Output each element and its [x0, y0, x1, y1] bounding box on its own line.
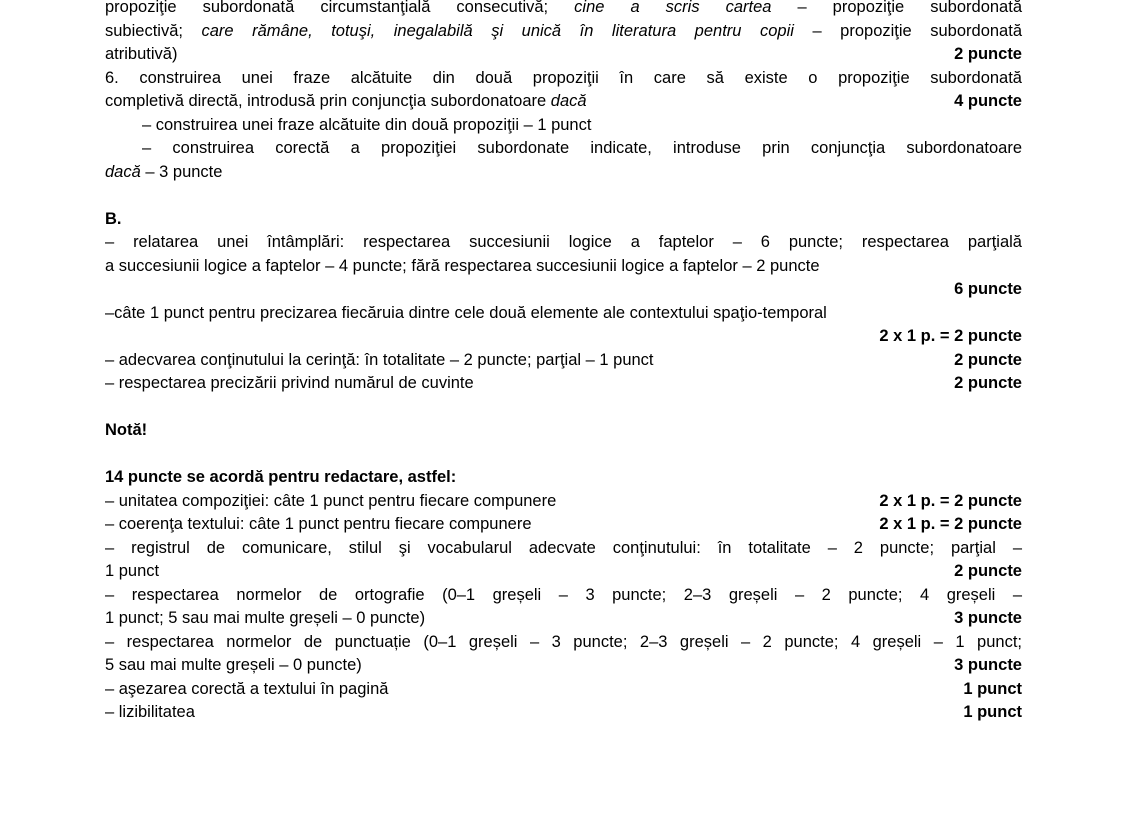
points-value: 2 x 1 p. = 2 puncte [879, 515, 1022, 533]
points-value: 1 punct [963, 679, 1022, 698]
points-value: 2 puncte [954, 374, 1022, 392]
blank-line [105, 184, 1022, 208]
text-segment: – coerenţa textului: câte 1 punct pentru fiecare compunere [105, 515, 532, 533]
text-line [105, 43, 1022, 67]
text-segment: – respectarea normelor de punctuație (0–1 greșeli – 3 puncte; 2–3 greșeli – 2 puncte; 4 greșeli – 1 punct; [105, 632, 1022, 651]
text-line [105, 584, 1022, 608]
text-line [105, 701, 1022, 725]
text-segment: – adecvarea conţinutului la cerinţă: în totalitate – 2 puncte; parţial – 1 punct [105, 350, 654, 369]
text-segment: – propoziţie subordonată [771, 0, 1022, 16]
text-line [105, 137, 1022, 161]
text-line [105, 490, 1022, 514]
text-segment: – relatarea unei întâmplări: respectarea succesiunii logice a faptelor – 6 puncte; respectarea parţială [105, 233, 1022, 251]
text-line [105, 678, 1022, 702]
text-line [105, 349, 1022, 373]
text-segment: propoziţie subordonată circumstanţială consecutivă; [105, 0, 575, 16]
text-segment: – 3 puncte [140, 162, 223, 181]
text-line [105, 90, 1022, 114]
text-line [105, 114, 1022, 138]
text-segment: – construirea corectă a propoziţiei subordonate indicate, introduse prin conjuncţia subordonatoare [142, 139, 1022, 157]
text-segment: – respectarea precizării privind numărul de cuvinte [105, 374, 474, 392]
text-segment: 14 puncte se acordă pentru redactare, astfel: [105, 468, 457, 486]
italic-text-segment: cine a scris cartea [574, 0, 772, 16]
italic-text-segment: dacă [105, 162, 141, 181]
text-line [105, 67, 1022, 91]
italic-text-segment: care rămâne, totuşi, inegalabilă şi unică în literatura pentru copii [201, 21, 794, 40]
blank-line [105, 396, 1022, 420]
text-segment: 1 punct [105, 562, 160, 580]
italic-text-segment: dacă [550, 92, 587, 110]
points-value: 2 puncte [954, 562, 1022, 580]
text-line [105, 513, 1022, 537]
text-segment: B. [105, 209, 122, 228]
text-line [105, 0, 1022, 20]
text-segment: a succesiunii logice a faptelor – 4 puncte; fără respectarea succesiunii logice a faptelor – 2 puncte [105, 256, 820, 275]
text-content [105, 0, 1022, 725]
text-line [105, 278, 1022, 302]
text-segment: – lizibilitatea [105, 703, 195, 721]
text-line [105, 560, 1022, 584]
text-segment: atributivă) [105, 45, 178, 63]
text-segment: – aşezarea corectă a textului în pagină [105, 679, 389, 698]
text-segment: – respectarea normelor de ortografie (0–1 greșeli – 3 puncte; 2–3 greșeli – 2 puncte; 4 greșeli – [105, 585, 1022, 604]
text-segment: completivă directă, introdusă prin conjuncţia subordonatoare [105, 92, 551, 110]
text-segment: – construirea unei fraze alcătuite din două propoziţii – 1 punct [142, 115, 592, 134]
text-segment: – registrul de comunicare, stilul şi vocabularul adecvate conţinutului: în totalitate – 2 puncte; parţial – [105, 538, 1022, 557]
text-line [105, 607, 1022, 631]
points-value: 4 puncte [954, 92, 1022, 110]
text-segment: Notă! [105, 421, 148, 439]
text-line [105, 466, 1022, 490]
text-line [105, 302, 1022, 326]
points-value: 2 x 1 p. = 2 puncte [879, 491, 1022, 510]
text-segment: – propoziţie subordonată [793, 21, 1022, 40]
text-segment: – unitatea compoziţiei: câte 1 punct pentru fiecare compunere [105, 491, 557, 510]
text-line [105, 161, 1022, 185]
text-line [105, 255, 1022, 279]
text-segment: 1 punct; 5 sau mai multe greșeli – 0 puncte) [105, 609, 426, 627]
blank-line [105, 443, 1022, 467]
text-line [105, 208, 1022, 232]
text-line [105, 419, 1022, 443]
points-value: 2 puncte [954, 45, 1022, 63]
text-line [105, 654, 1022, 678]
text-segment: subiectivă; [105, 21, 202, 40]
text-segment: –câte 1 punct pentru precizarea fiecăruia dintre cele două elemente ale contextului spaţio-temporal [105, 303, 827, 322]
text-line [105, 631, 1022, 655]
points-value: 3 puncte [954, 609, 1022, 627]
points-value: 3 puncte [954, 656, 1022, 674]
points-value: 2 x 1 p. = 2 puncte [879, 327, 1022, 345]
text-line [105, 231, 1022, 255]
text-line [105, 20, 1022, 44]
text-segment: 5 sau mai multe greșeli – 0 puncte) [105, 656, 362, 674]
text-segment: 6. construirea unei fraze alcătuite din două propoziţii în care să existe o propoziţie subordonată [105, 68, 1022, 87]
text-line [105, 537, 1022, 561]
text-line [105, 325, 1022, 349]
points-value: 2 puncte [954, 350, 1022, 369]
points-value: 1 punct [963, 703, 1022, 721]
points-value: 6 puncte [954, 280, 1022, 298]
text-line [105, 372, 1022, 396]
